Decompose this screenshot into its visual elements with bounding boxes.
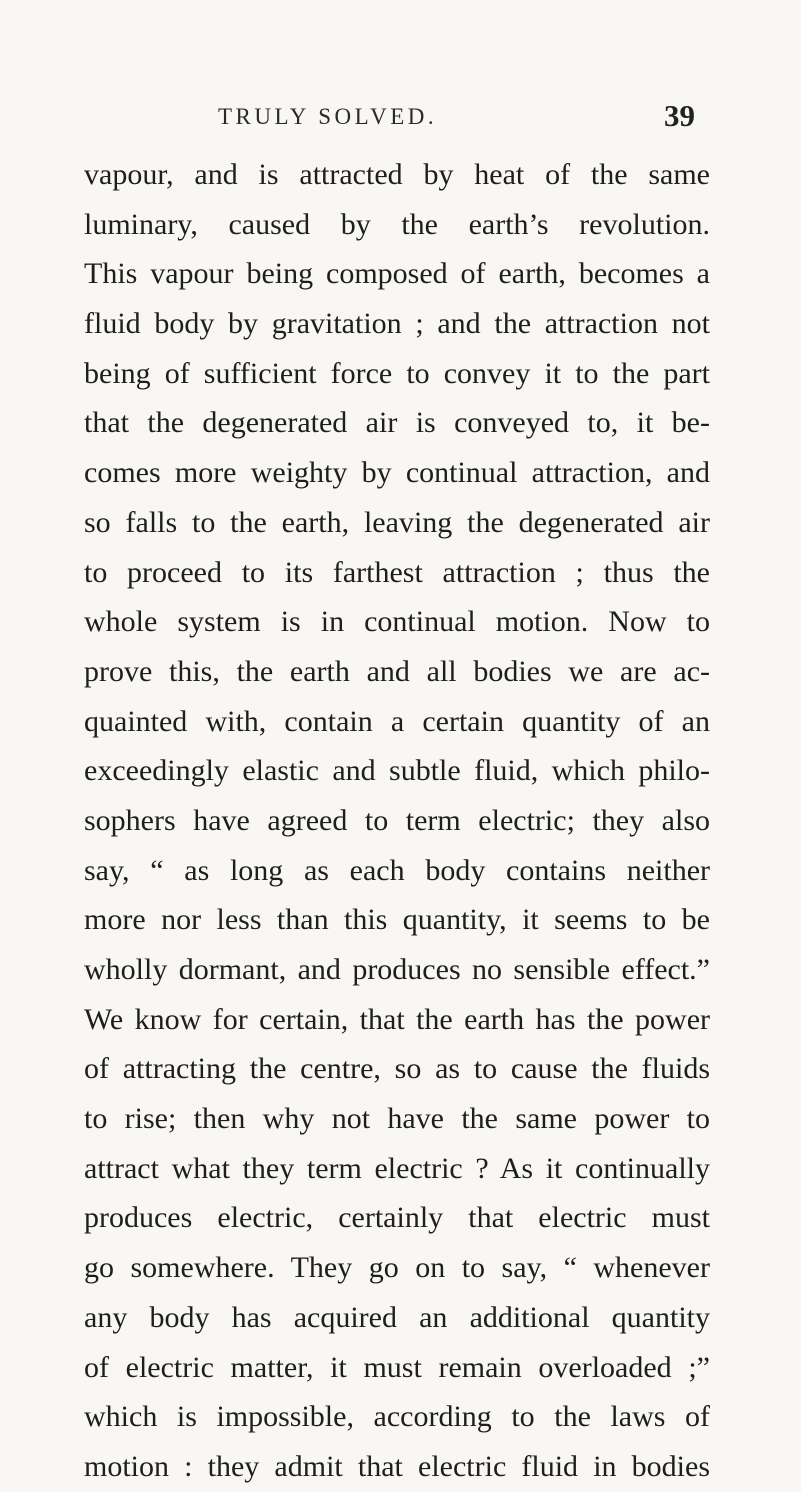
text-line: prove this, the earth and all bodies we are ac-: [84, 654, 710, 688]
text-line: We know for certain, that the earth has the power: [84, 1002, 710, 1036]
text-line: comes more weighty by continual attraction, and: [84, 456, 710, 490]
text-line: of attracting the centre, so as to cause the fluids: [84, 1052, 710, 1086]
text-line: wholly dormant, and produces no sensible effect.”: [84, 953, 710, 986]
text-line: of electric matter, it must remain overloaded ;”: [84, 1350, 710, 1384]
text-line: motion : they admit that electric fluid in bodies: [84, 1449, 710, 1483]
text-line: go somewhere. They go on to say, “ whenever: [84, 1251, 710, 1285]
text-line: more nor less than this quantity, it seems to be: [84, 903, 710, 937]
text-line: luminary, caused by the earth’s revolution.: [84, 207, 710, 241]
text-line: whole system is in continual motion. Now to: [84, 605, 710, 639]
text-line: fluid body by gravitation ; and the attraction not: [84, 307, 710, 341]
page-number: 39: [664, 98, 695, 133]
text-line: This vapour being composed of earth, becomes a: [84, 257, 710, 291]
text-line: which is impossible, according to the laws of: [84, 1400, 710, 1434]
text-line: any body has acquired an additional quantity: [84, 1300, 710, 1334]
text-line: produces electric, certainly that electric must: [84, 1201, 710, 1235]
text-line: attract what they term electric ? As it continually: [84, 1151, 710, 1185]
text-line: being of sufficient force to convey it to the part: [84, 356, 710, 390]
body-text: [84, 150, 710, 1492]
text-line: to proceed to its farthest attraction ; thus the: [84, 555, 710, 589]
text-line: exceedingly elastic and subtle fluid, which philo-: [84, 754, 710, 788]
text-line: to rise; then why not have the same power to: [84, 1102, 710, 1136]
running-head: TRULY SOLVED.: [218, 104, 438, 129]
text-line: quainted with, contain a certain quantity of an: [84, 704, 710, 738]
text-line: vapour, and is attracted by heat of the same: [84, 158, 710, 191]
text-line: so falls to the earth, leaving the degenerated air: [84, 505, 710, 539]
text-line: sophers have agreed to term electric; they also: [84, 803, 710, 837]
text-line: say, “ as long as each body contains neither: [84, 853, 710, 887]
text-line: that the degenerated air is conveyed to, it be-: [84, 406, 710, 440]
